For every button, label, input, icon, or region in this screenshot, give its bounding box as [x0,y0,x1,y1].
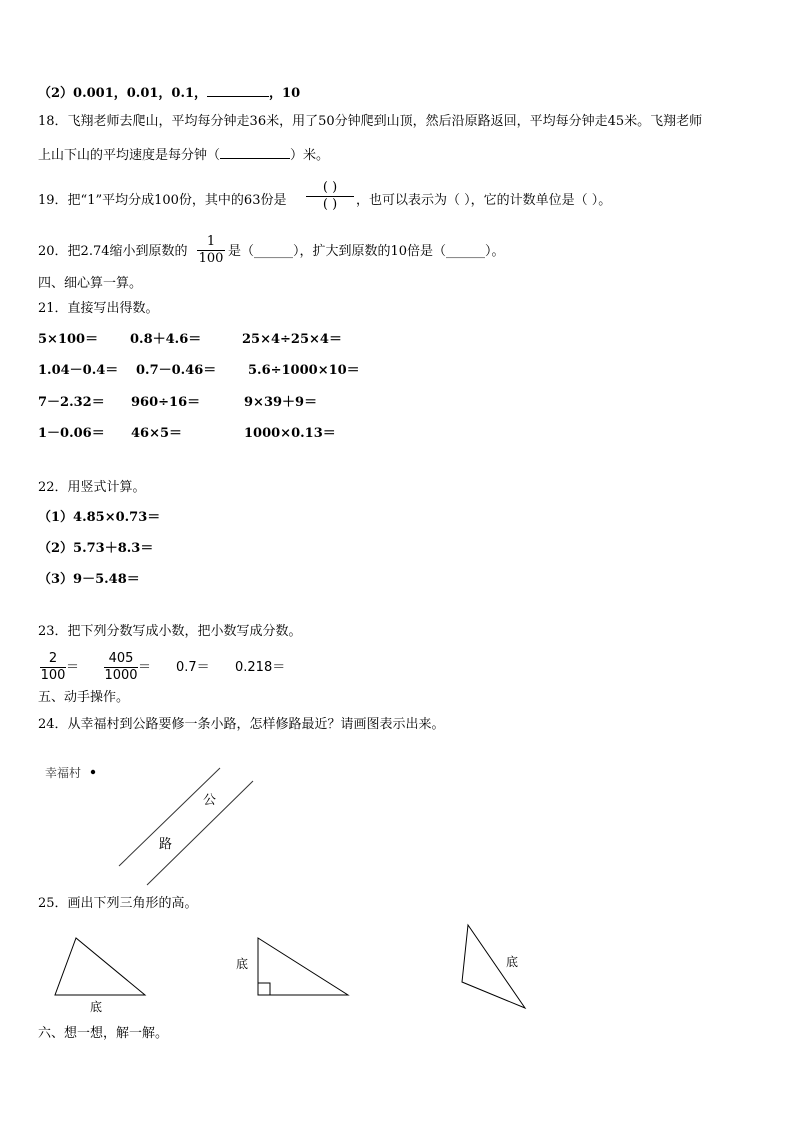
equals-sign: ＝ [66,660,80,675]
fraction-numerator: ( ) [322,180,338,195]
right-angle-mark [258,983,270,995]
q20-pre: 20．把2.74缩小到原数的 [38,244,188,259]
section-heading: 六、想一想，解一解。 [38,1026,169,1041]
q21-r3c2: 960÷16＝ [131,395,201,410]
section-heading: 四、细心算一算。 [38,276,143,291]
q19-post: ，也可以表示为（ ），它的计数单位是（ ）。 [356,193,612,208]
q23-title: 23．把下列分数写成小数，把小数写成分数。 [38,624,302,639]
q21-r4c3: 1000×0.13＝ [244,426,336,441]
q17-part2-suffix: ，10 [269,86,301,101]
q22-item-1: （1）4.85×0.73＝ [38,510,161,525]
q21-r2c2: 0.7－0.46＝ [136,363,217,378]
village-name: 幸福村 [45,766,82,780]
fraction-numerator: 2 [48,651,58,666]
fraction-numerator: 1 [206,234,216,249]
road-char-lu: 路 [159,837,173,852]
base-label-2: 底 [236,957,249,971]
q20-post: 是（______），扩大到原数的10倍是（______）。 [228,244,505,259]
q21-r3c1: 7－2.32＝ [38,395,105,410]
q18-line2-post: ）米。 [290,148,330,163]
fraction-denominator: 100 [40,668,66,683]
road-char-gong: 公 [203,793,217,808]
q23-decimal-2: 0.218＝ [235,660,286,675]
q22-title: 22．用竖式计算。 [38,480,146,495]
q17-part2-prefix: （2）0.001，0.01，0.1， [38,86,208,101]
q25-title: 25．画出下列三角形的高。 [38,896,198,911]
q21-r3c3: 9×39＋9＝ [244,395,318,410]
fraction-denominator: 1000 [104,668,138,683]
equals-sign: ＝ [138,660,152,675]
q21-r4c2: 46×5＝ [131,426,183,441]
q23-decimal-1: 0.7＝ [176,660,210,675]
triangle-2 [258,938,348,995]
q18-line1: 18．飞翔老师去爬山，平均每分钟走36米，用了50分钟爬到山顶，然后沿原路返回，平均每分钟走45米。飞翔老师 [38,114,703,129]
q19-pre: 19．把“1”平均分成100份，其中的63份是 [38,193,287,208]
fraction-denominator: 100 [198,251,224,266]
section-heading: 五、动手操作。 [38,690,130,705]
fraction-numerator: 405 [108,651,134,666]
q21-r2c1: 1.04－0.4＝ [38,363,119,378]
q24-title: 24．从幸福村到公路要修一条小路，怎样修路最近？请画图表示出来。 [38,717,445,732]
q21-title: 21．直接写出得数。 [38,301,159,316]
fraction-denominator: ( ) [306,196,354,213]
q21-r1c3: 25×4÷25×4＝ [242,332,342,347]
q18-line2-pre: 上山下山的平均速度是每分钟（ [38,148,221,163]
q21-r1c1: 5×100＝ [38,332,99,347]
q22-item-2: （2）5.73＋8.3＝ [38,541,154,556]
base-label-3: 底 [506,955,519,969]
triangle-1 [55,938,145,995]
q21-r1c2: 0.8＋4.6＝ [130,332,202,347]
q21-r4c1: 1－0.06＝ [38,426,105,441]
base-label-1: 底 [90,1000,103,1014]
q22-item-3: （3）9－5.48＝ [38,572,140,587]
q21-r2c3: 5.6÷1000×10＝ [248,363,360,378]
